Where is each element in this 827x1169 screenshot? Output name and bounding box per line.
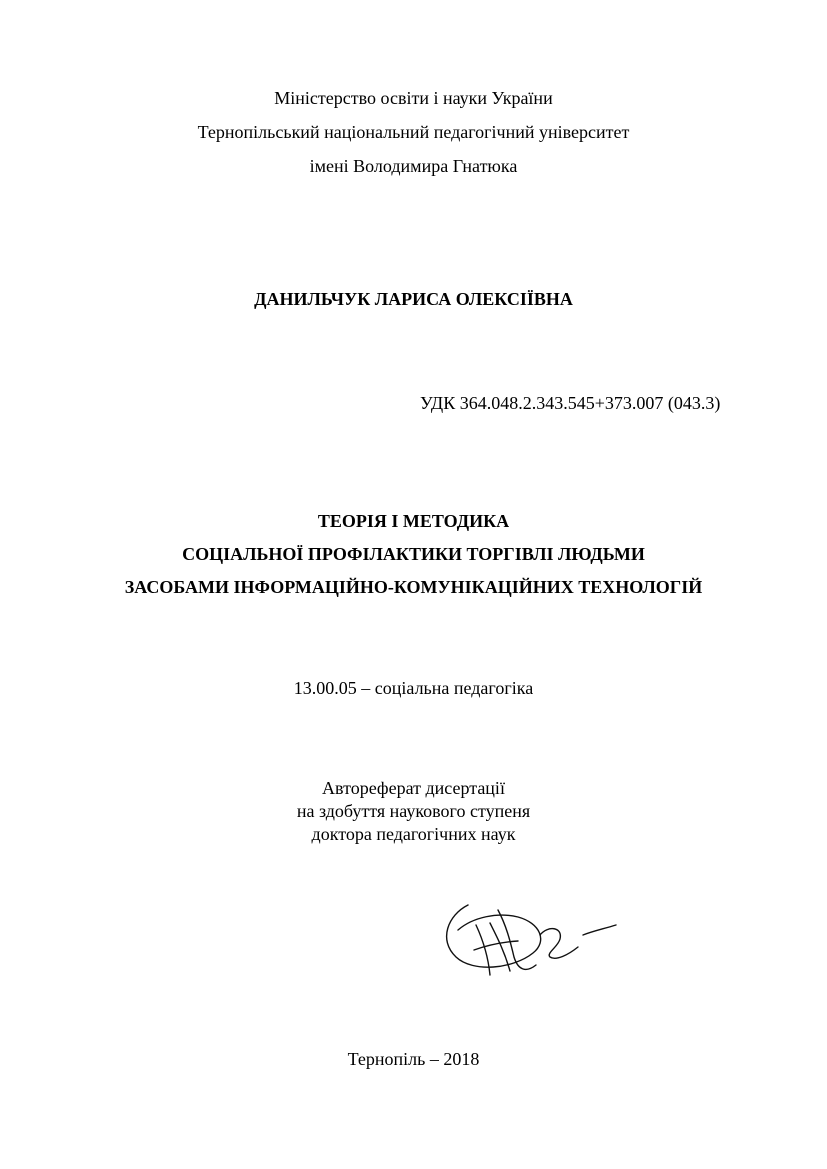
author-name: ДАНИЛЬЧУК ЛАРИСА ОЛЕКСІЇВНА [254, 289, 573, 309]
title-line-3: ЗАСОБАМИ ІНФОРМАЦІЙНО-КОМУНІКАЦІЙНИХ ТЕХНОЛОГІЙ [124, 577, 703, 597]
specialty: 13.00.05 – соціальна педагогіка [293, 678, 534, 698]
title-line-2: СОЦІАЛЬНОЇ ПРОФІЛАКТИКИ ТОРГІВЛІ ЛЮДЬМИ [182, 544, 645, 564]
city-year: Тернопіль – 2018 [347, 1049, 480, 1069]
udc-code: УДК 364.048.2.343.545+373.007 (043.3) [420, 393, 721, 413]
title-line-1: ТЕОРІЯ І МЕТОДИКА [317, 511, 510, 531]
signature-icon [428, 895, 628, 985]
ministry-name: Міністерство освіти і науки України [274, 88, 553, 108]
abstract-line-1: Автореферат дисертації [322, 778, 505, 798]
university-named-after: імені Володимира Гнатюка [309, 156, 518, 176]
university-name: Тернопільський національний педагогічний університет [197, 122, 630, 142]
abstract-line-3: доктора педагогічних наук [311, 824, 516, 844]
abstract-line-2: на здобуття наукового ступеня [296, 801, 531, 821]
